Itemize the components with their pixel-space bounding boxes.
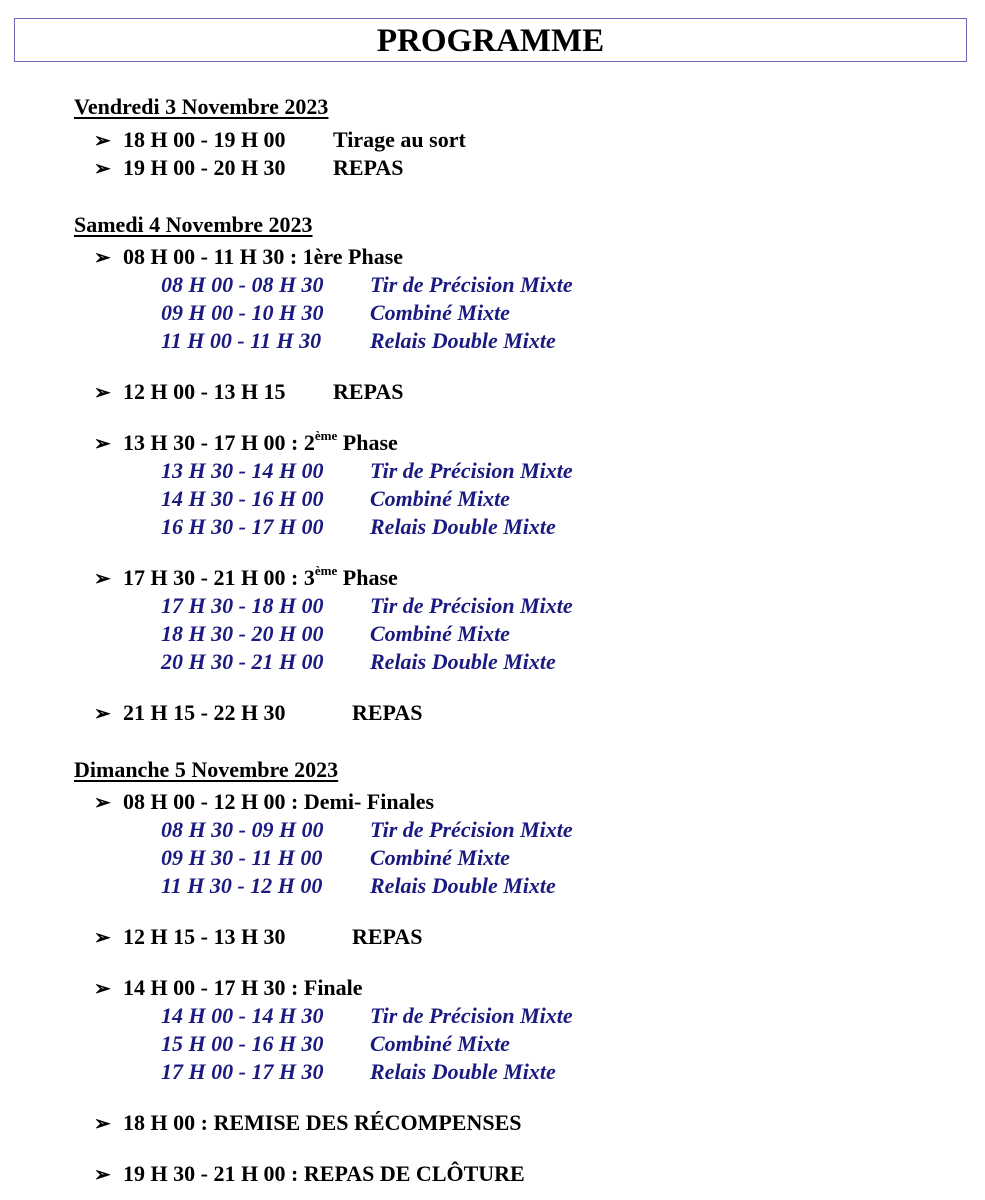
page-title: PROGRAMME xyxy=(14,18,967,62)
activity-time: 09 H 30 - 11 H 00 xyxy=(161,845,323,870)
item-time: 12 H 00 - 13 H 15 xyxy=(123,379,286,404)
activity-label: Combiné Mixte xyxy=(370,1031,510,1056)
arrow-bullet-icon: ➢ xyxy=(94,1113,111,1135)
arrow-bullet-icon: ➢ xyxy=(94,978,111,1000)
activity-time: 11 H 30 - 12 H 00 xyxy=(161,873,323,898)
closing-line: 19 H 30 - 21 H 00 : REPAS DE CLÔTURE xyxy=(123,1161,525,1186)
activity-label: Tir de Précision Mixte xyxy=(370,272,573,297)
phase-heading xyxy=(123,430,398,456)
item-time: 18 H 00 - 19 H 00 xyxy=(123,127,286,152)
activity-time: 16 H 30 - 17 H 00 xyxy=(161,514,324,539)
phase-heading-prefix: 17 H 30 - 21 H 00 : 3 xyxy=(123,565,315,590)
activity-label: Relais Double Mixte xyxy=(370,649,556,674)
item-label: REPAS xyxy=(333,379,404,404)
activity-label: Combiné Mixte xyxy=(370,300,510,325)
day-heading-dimanche: Dimanche 5 Novembre 2023 xyxy=(74,757,339,782)
activity-time: 18 H 30 - 20 H 00 xyxy=(161,621,324,646)
arrow-bullet-icon: ➢ xyxy=(94,382,111,404)
activity-label: Tir de Précision Mixte xyxy=(370,817,573,842)
activity-time: 20 H 30 - 21 H 00 xyxy=(161,649,324,674)
arrow-bullet-icon: ➢ xyxy=(94,247,111,269)
arrow-bullet-icon: ➢ xyxy=(94,792,111,814)
phase-heading: 08 H 00 - 11 H 30 : 1ère Phase xyxy=(123,244,404,269)
arrow-bullet-icon: ➢ xyxy=(94,927,111,949)
activity-label: Tir de Précision Mixte xyxy=(370,458,573,483)
item-time: 19 H 00 - 20 H 30 xyxy=(123,155,286,180)
superscript: ème xyxy=(314,563,338,578)
activity-label: Relais Double Mixte xyxy=(370,328,556,353)
activity-time: 11 H 00 - 11 H 30 xyxy=(161,328,322,353)
arrow-bullet-icon: ➢ xyxy=(94,130,111,152)
phase-heading-prefix: 13 H 30 - 17 H 00 : 2 xyxy=(123,430,315,455)
item-label: REPAS xyxy=(333,155,404,180)
activity-time: 09 H 00 - 10 H 30 xyxy=(161,300,324,325)
activity-time: 17 H 30 - 18 H 00 xyxy=(161,593,324,618)
phase-heading: 08 H 00 - 12 H 00 : Demi- Finales xyxy=(123,789,435,814)
activity-label: Tir de Précision Mixte xyxy=(370,593,573,618)
arrow-bullet-icon: ➢ xyxy=(94,158,111,180)
activity-label: Relais Double Mixte xyxy=(370,514,556,539)
item-label: Tirage au sort xyxy=(333,127,466,152)
phase-heading: 14 H 00 - 17 H 30 : Finale xyxy=(123,975,363,1000)
activity-time: 08 H 30 - 09 H 00 xyxy=(161,817,324,842)
phase-heading-suffix: Phase xyxy=(337,430,398,455)
arrow-bullet-icon: ➢ xyxy=(94,1164,111,1186)
item-label: REPAS xyxy=(352,700,423,725)
day-heading-samedi: Samedi 4 Novembre 2023 xyxy=(74,212,313,237)
activity-label: Combiné Mixte xyxy=(370,845,510,870)
activity-time: 08 H 00 - 08 H 30 xyxy=(161,272,324,297)
activity-time: 17 H 00 - 17 H 30 xyxy=(161,1059,324,1084)
activity-time: 14 H 30 - 16 H 00 xyxy=(161,486,324,511)
item-label: REPAS xyxy=(352,924,423,949)
activity-label: Tir de Précision Mixte xyxy=(370,1003,573,1028)
arrow-bullet-icon: ➢ xyxy=(94,568,111,590)
arrow-bullet-icon: ➢ xyxy=(94,433,111,455)
superscript: ème xyxy=(314,428,338,443)
day-heading-vendredi: Vendredi 3 Novembre 2023 xyxy=(74,94,329,119)
activity-label: Combiné Mixte xyxy=(370,486,510,511)
activity-time: 15 H 00 - 16 H 30 xyxy=(161,1031,324,1056)
item-time: 12 H 15 - 13 H 30 xyxy=(123,924,286,949)
activity-label: Relais Double Mixte xyxy=(370,873,556,898)
phase-heading xyxy=(123,565,398,591)
activity-label: Combiné Mixte xyxy=(370,621,510,646)
activity-label: Relais Double Mixte xyxy=(370,1059,556,1084)
awards-line: 18 H 00 : REMISE DES RÉCOMPENSES xyxy=(123,1110,522,1135)
activity-time: 13 H 30 - 14 H 00 xyxy=(161,458,324,483)
activity-time: 14 H 00 - 14 H 30 xyxy=(161,1003,324,1028)
phase-heading-suffix: Phase xyxy=(337,565,398,590)
arrow-bullet-icon: ➢ xyxy=(94,703,111,725)
item-time: 21 H 15 - 22 H 30 xyxy=(123,700,286,725)
